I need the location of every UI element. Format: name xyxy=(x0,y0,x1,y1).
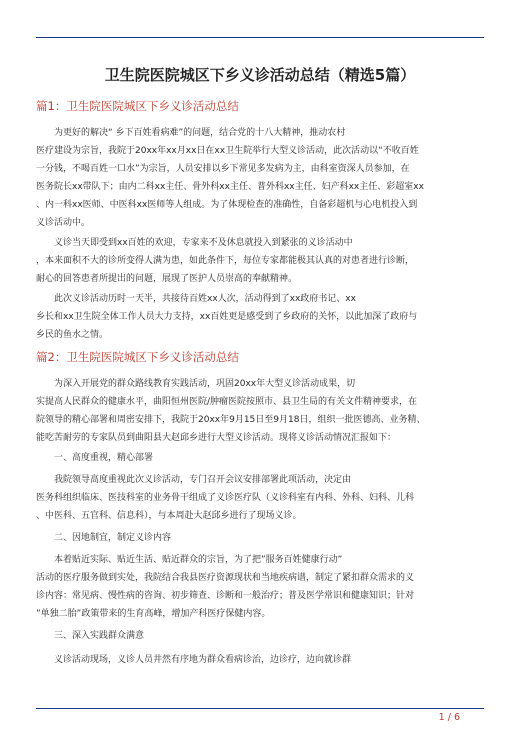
section-1-line: 一分钱，不喝百姓一口水”为宗旨，人员安排以乡下常见多发病为主，由科室资深人员参加，在 xyxy=(36,164,410,174)
section-1-line: 义诊活动中。 xyxy=(36,218,91,228)
section-1-line: 乡长和xx卫生院全体工作人员大力支持，xx百姓更是感受到了乡政府的关怀，以此加深了政府与 xyxy=(36,312,418,322)
section-1-line: 、内一科xx医师、中医科xx医师等人组成。为了体现检查的准确性，自备彩超机与心电机投入到 xyxy=(36,200,418,210)
section-1-line: ，本来面积不大的诊所变得人满为患，如此条件下，每位专家都能极其认真的对患者进行诊断， xyxy=(36,256,415,266)
section-2-line: 医务科组织临床、医技科室的业务骨干组成了义诊医疗队（义诊科室有内科、外科、妇科、儿科 xyxy=(36,493,415,503)
section-1-line: 为更好的解决“ 乡下百姓看病难”的问题，结合党的十八大精神，推动农村 xyxy=(36,128,346,138)
section-2-line: 诊内容：常见病、慢性病的咨询、初步筛查、诊断和一般治疗；普及医学常识和健康知识；针对 xyxy=(36,591,415,601)
section-2-line: ”单独二胎”政策带来的生育高峰，增加产科医疗保健内容。 xyxy=(36,609,271,619)
section-2-line: 、中医科、五官科、信息科），与本周赴大赵邱乡进行了现场义诊。 xyxy=(36,511,302,521)
section-2-line: 院领导的精心部署和周密安排下，我院于20xx年9月15日至9月18日，组织一批医德高、业务精、 xyxy=(36,415,426,425)
section-2-line: 实提高人民群众的健康水平，曲阳恒州医院/肿瘤医院按照市、县卫生局的有关文件精神要求，在 xyxy=(36,397,418,407)
section-1-line: 医务院长xx带队下；由内二科xx主任、骨外科xx主任、普外科xx主任、妇产科xx主任、彩超室xx xyxy=(36,182,424,192)
section-2-line: 本着贴近实际、贴近生活、贴近群众的宗旨，为了把”服务百姓健康行动” xyxy=(36,555,343,565)
section-2-line: 三、深入实践群众满意 xyxy=(36,631,145,641)
section-1-line: 耐心的回答患者所提出的问题，展现了医护人员崇高的奉献精神。 xyxy=(36,274,298,284)
section-2-line: 二、因地制宜，制定义诊内容 xyxy=(36,533,172,543)
footer-rule xyxy=(36,708,484,709)
document-title: 卫生院医院城区下乡义诊活动总结（精选5篇） xyxy=(104,66,416,84)
section-2-line: 我院领导高度重视此次义诊活动，专门召开会议安排部署此项活动，决定由 xyxy=(36,475,352,485)
section-2-line: 能吃苦耐劳的专家队员到曲阳县大赵邱乡进行大型义诊活动。现将义诊活动情况汇报如下： xyxy=(36,433,397,443)
section-1-line: 义诊当天即受到xx百姓的欢迎，专家来不及休息就投入到紧张的义诊活动中 xyxy=(36,238,353,248)
section-2-heading: 篇2：卫生院医院城区下乡义诊活动总结 xyxy=(36,350,239,364)
page-number: 1 / 6 xyxy=(438,712,460,723)
section-1-heading: 篇1：卫生院医院城区下乡义诊活动总结 xyxy=(36,99,239,113)
section-1-line: 医疗建设为宗旨，我院于20xx年xx月xx日在xx卫生院举行大型义诊活动，此次活动以“不收百姓 xyxy=(36,146,419,156)
section-2-line: 一、高度重视，精心部署 xyxy=(36,453,154,463)
section-2-line: 为深入开展党的群众路线教育实践活动，巩固20xx年大型义诊活动成果，切 xyxy=(36,379,356,389)
section-1-line: 乡民的鱼水之情。 xyxy=(36,330,109,340)
header-rule xyxy=(36,37,484,38)
section-1-line: 此次义诊活动历时一天半，共接待百姓xx人次，活动得到了xx政府书记、xx xyxy=(36,294,356,304)
section-2-line: 活动的医疗服务做到实处，我院结合我县医疗资源现状和当地疾病谱，制定了紧扣群众需求的义 xyxy=(36,573,415,583)
section-2-line: 义诊活动现场，义诊人员井然有序地为群众看病诊治，边诊疗，边向就诊群 xyxy=(36,655,352,665)
